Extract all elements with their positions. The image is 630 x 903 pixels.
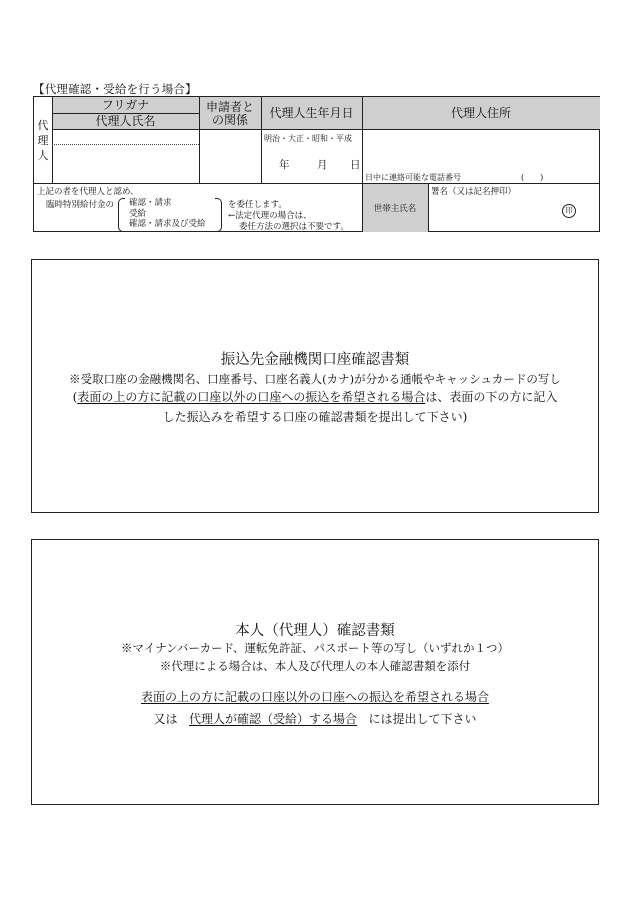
birth-day-unit: 日 [350, 159, 361, 171]
phone-label: 日中に連絡可能な電話番号 [365, 173, 461, 182]
id-box-note1: ※マイナンバーカード、運転免許証、パスポート等の写し（いずれか１つ） [120, 641, 510, 655]
bank-box-note: ※受取口座の金融機関名、口座番号、口座名義人(カナ)が分かる通帳やキャッシュカードの写し [69, 372, 561, 386]
entrust-text: を委任します。 [228, 200, 287, 210]
option-confirm-request-and-receive[interactable]: 確認・請求及び受給 [129, 219, 206, 229]
options-brace-right [215, 198, 222, 232]
signature-label: 署名（又は記名押印） [431, 187, 517, 197]
bank-box-condition: 表面の上の方に記載の口座以外の口座への振込を希望される場合 [77, 390, 426, 404]
bank-box-title: 振込先金融機関口座確認書類 [220, 352, 410, 368]
header-birthdate: 代理人生年月日 [269, 105, 354, 120]
proxy-name-field[interactable] [53, 145, 198, 182]
birth-month-unit: 月 [317, 159, 328, 171]
furigana-field[interactable] [53, 130, 198, 143]
id-box-title: 本人（代理人）確認書類 [235, 623, 395, 639]
header-furigana: フリガナ [101, 98, 150, 112]
legal-proxy-note2: 委任方法の選択は不要です。 [239, 222, 349, 232]
bank-box-instructions: (表面の上の方に記載の口座以外の口座への振込を希望される場合は、表面の下の方に記入 した振込みを希望する口座の確認書類を提出して下さい) [72, 390, 558, 424]
delegation-line2: 臨時特別給付金の [46, 200, 115, 210]
seal-icon: 印 [562, 204, 576, 218]
identity-document-box [31, 539, 599, 805]
option-receive[interactable]: 受給 [129, 208, 147, 219]
birth-era-options[interactable]: 明治・大正・昭和・平成 [264, 134, 352, 143]
delegation-line1: 上記の者を代理人と認め、 [37, 187, 139, 197]
options-brace-left [118, 198, 125, 232]
address-field[interactable] [363, 130, 599, 168]
header-address: 代理人住所 [450, 105, 511, 120]
proxy-table [33, 96, 600, 232]
option-confirm-request[interactable]: 確認・請求 [129, 198, 172, 208]
id-box-note2: ※代理による場合は、本人及び代理人の本人確認書類を添付 [159, 659, 471, 673]
id-box-condition1: 表面の上の方に記載の口座以外の口座への振込を希望される場合 [140, 690, 489, 704]
id-box-condition2: 又は 代理人が確認（受給）する場合 には提出して下さい [153, 712, 477, 726]
legal-proxy-note1: ←法定代理の場合は、 [228, 211, 312, 221]
proxy-section-title: 【代理確認・受給を行う場合】 [33, 82, 197, 96]
header-relation: 申請者との関係 [205, 99, 254, 127]
delegation-options [129, 198, 206, 230]
birth-year-unit: 年 [279, 159, 290, 171]
bank-account-document-box [31, 259, 599, 513]
phone-paren[interactable]: ( ) [521, 173, 544, 182]
proxy-side-label: 代 理 人 [37, 118, 49, 162]
household-head-label: 世帯主氏名 [373, 203, 417, 214]
header-proxy-name: 代理人氏名 [95, 114, 156, 128]
relation-field[interactable] [200, 130, 260, 182]
